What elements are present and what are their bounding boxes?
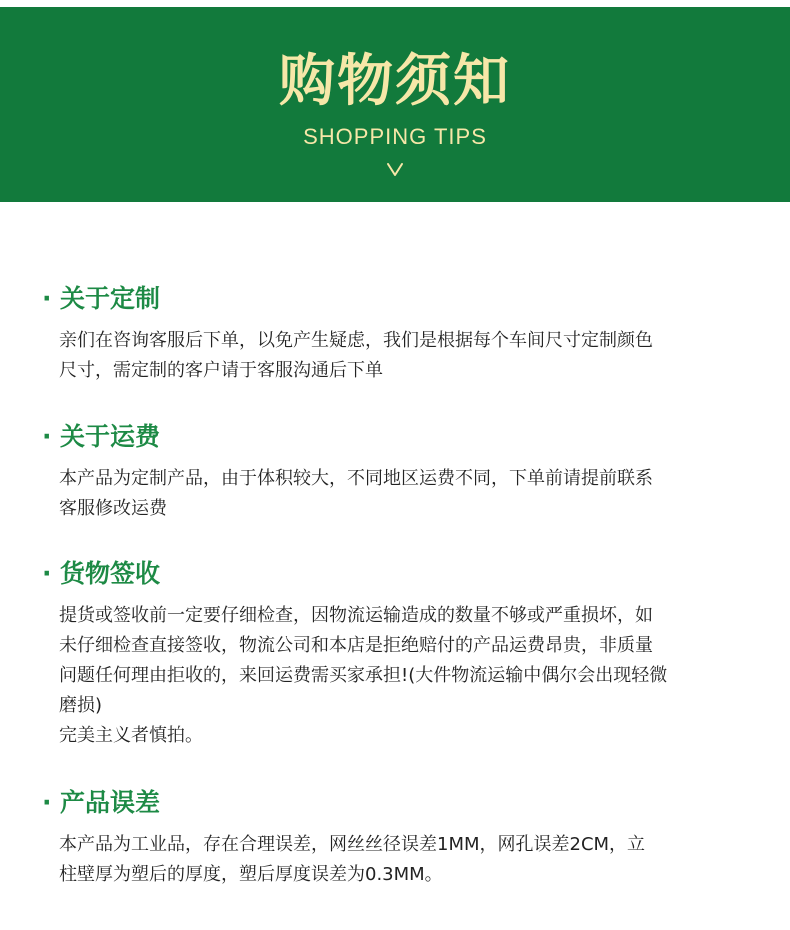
- text-line: 尺寸，需定制的客户请于客服沟通后下单: [59, 360, 383, 381]
- section-body: [42, 830, 762, 890]
- text-line: 磨损): [59, 695, 103, 716]
- section-body: [42, 601, 762, 751]
- page-subtitle: SHOPPING TIPS: [303, 124, 487, 149]
- bullet-dot: ·: [42, 422, 52, 451]
- section-title: 关于运费: [60, 422, 161, 451]
- section-tolerance: [42, 786, 762, 890]
- text-line: 问题任何理由拒收的，来回运费需买家承担!(大件物流运输中偶尔会出现轻微: [59, 665, 668, 686]
- section-title: 产品误差: [60, 788, 161, 817]
- section-title: 关于定制: [60, 284, 161, 313]
- text-line: 本产品为工业品，存在合理误差，网丝丝径误差1MM，网孔误差2CM，立: [59, 834, 646, 855]
- text-line: 完美主义者慎拍。: [59, 725, 203, 746]
- header-banner: [0, 7, 790, 202]
- section-receipt: [42, 557, 762, 751]
- bullet-dot: ·: [42, 559, 52, 588]
- text-line: 柱壁厚为塑后的厚度，塑后厚度误差为0.3MM。: [59, 864, 443, 885]
- text-line: 本产品为定制产品，由于体积较大，不同地区运费不同，下单前请提前联系: [59, 468, 653, 489]
- text-line: 亲们在咨询客服后下单，以免产生疑虑，我们是根据每个车间尺寸定制颜色: [59, 330, 653, 351]
- section-body: [42, 326, 762, 386]
- section-custom: [42, 282, 762, 386]
- page-title: 购物须知: [279, 49, 511, 114]
- bullet-dot: ·: [42, 788, 52, 817]
- section-title: 货物签收: [60, 559, 161, 588]
- section-body: [42, 464, 762, 524]
- chevron-down-icon: [386, 160, 404, 178]
- text-line: 提货或签收前一定要仔细检查，因物流运输造成的数量不够或严重损坏，如: [59, 605, 653, 626]
- text-line: 客服修改运费: [59, 498, 167, 519]
- section-shipping: [42, 420, 762, 524]
- bullet-dot: ·: [42, 284, 52, 313]
- text-line: 未仔细检查直接签收，物流公司和本店是拒绝赔付的产品运费昂贵，非质量: [59, 635, 653, 656]
